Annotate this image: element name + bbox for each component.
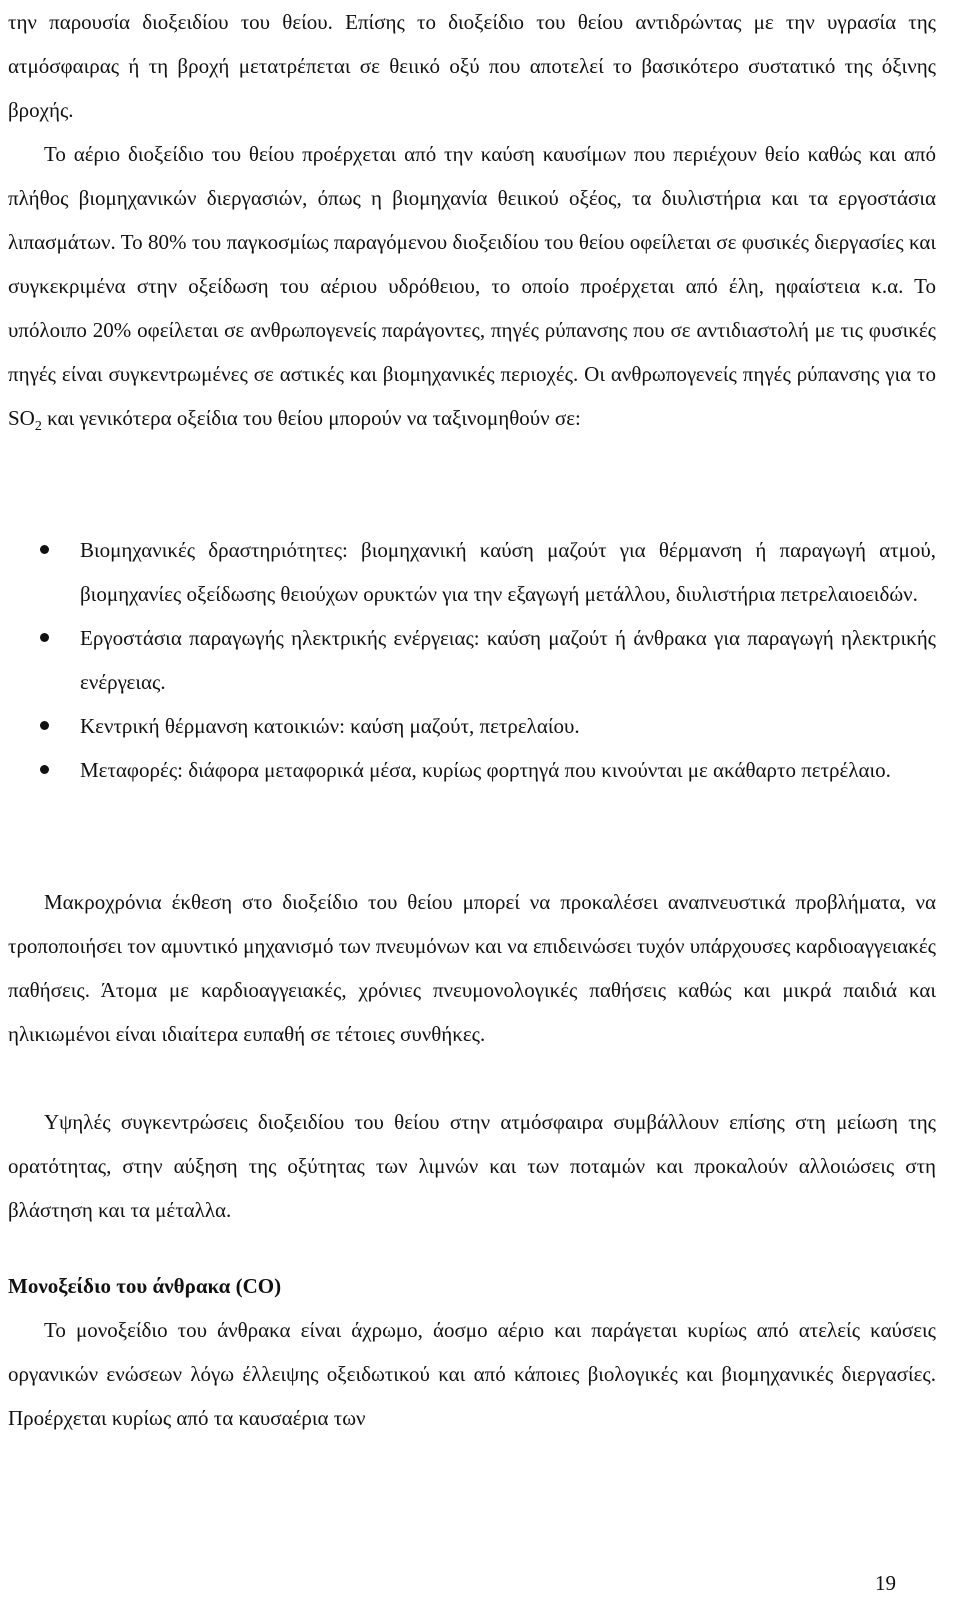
bullet-icon [40, 633, 49, 642]
list-item [0, 528, 936, 616]
list-item [0, 704, 936, 748]
pollution-sources-list [0, 528, 936, 792]
list-item-text: Κεντρική θέρμανση κατοικιών: καύση μαζούτ, πετρελαίου. [80, 714, 580, 738]
paragraph-health-effects: Μακροχρόνια έκθεση στο διοξείδιο του θείου μπορεί να προκαλέσει αναπνευστικά προβλήματα, να τροποποιήσει τον αμυντικό μηχανισμό των πνευμόνων και να επιδεινώσει τυχόν υπάρχουσες καρδιοαγγειακές παθήσεις. Άτομα με καρδιοαγγειακές, χρόνιες πνευμονολογικές παθήσεις καθώς και μικρά παιδιά και ηλικιωμένοι είναι ιδιαίτερα ευπαθή σε τέτοιες συνθήκες. [8, 890, 936, 1046]
paragraph-carbon-monoxide: Το μονοξείδιο του άνθρακα είναι άχρωμο, άοσμο αέριο και παράγεται κυρίως από ατελείς καύσεις οργανικών ενώσεων λόγω έλλειψης οξειδωτικού και από κάποιες βιολογικές και βιομηχανικές διεργασίες. Προέρχεται κυρίως από τα καυσαέρια των [8, 1318, 936, 1430]
section-heading: Μονοξείδιο του άνθρακα (CO) [8, 1274, 282, 1298]
page-number: 19 [875, 1571, 896, 1595]
list-item-text: Μεταφορές: διάφορα μεταφορικά μέσα, κυρίως φορτηγά που κινούνται με ακάθαρτο πετρέλαιο. [80, 758, 891, 782]
list-item-text: Εργοστάσια παραγωγής ηλεκτρικής ενέργειας: καύση μαζούτ ή άνθρακα για παραγωγή ηλεκτρικής ενέργειας. [80, 626, 936, 694]
bullet-icon [40, 765, 49, 774]
paragraph-so2-sources-text: Το αέριο διοξείδιο του θείου προέρχεται από την καύση καυσίμων που περιέχουν θείο καθώς και από πλήθος βιομηχανικών διεργασιών, όπως η βιομηχανία θειικού οξέος, τα διυλιστήρια και τα εργοστάσια λιπασμάτων. Το 80% του παγκοσμίως παραγόμενου διοξειδίου του θείου οφείλεται σε φυσικές διεργασίες και συγκεκριμένα στην οξείδωση του αέριου υδρόθειου, το οποίο προέρχεται από έλη, ηφαίστεια κ.α. Το υπόλοιπο 20% οφείλεται σε ανθρωπογενείς παράγοντες, πηγές ρύπανσης που σε αντιδιαστολή με τις φυσικές πηγές είναι συγκεντρωμένες σε αστικές και βιομηχανικές περιοχές. Οι ανθρωπογενείς πηγές ρύπανσης για το SO [8, 142, 936, 430]
bullet-icon [40, 545, 49, 554]
list-item [0, 748, 936, 792]
list-item [0, 616, 936, 704]
list-item-text: Βιομηχανικές δραστηριότητες: βιομηχανική καύση μαζούτ για θέρμανση ή παραγωγή ατμού, βιομηχανίες οξείδωσης θειούχων ορυκτών για την εξαγωγή μετάλλου, διυλιστήρια πετρελαιοειδών. [80, 538, 936, 606]
bullet-icon [40, 721, 49, 730]
subscript-2: 2 [34, 419, 42, 435]
paragraph-environmental-effects: Υψηλές συγκεντρώσεις διοξειδίου του θείου στην ατμόσφαιρα συμβάλλουν επίσης στη μείωση της ορατότητας, στην αύξηση της οξύτητας των λιμνών και των ποταμών και προκαλούν αλλοιώσεις στη βλάστηση και τα μέταλλα. [8, 1110, 936, 1222]
paragraph-so2-sources [8, 132, 936, 440]
paragraph-acid-rain: την παρουσία διοξειδίου του θείου. Επίσης το διοξείδιο του θείου αντιδρώντας με την υγρασία της ατμόσφαιρας ή τη βροχή μετατρέπεται σε θειικό οξύ που αποτελεί το βασικότερο συστατικό της όξινης βροχής. [8, 10, 936, 122]
paragraph-so2-sources-text-end: και γενικότερα οξείδια του θείου μπορούν να ταξινομηθούν σε: [41, 406, 581, 430]
